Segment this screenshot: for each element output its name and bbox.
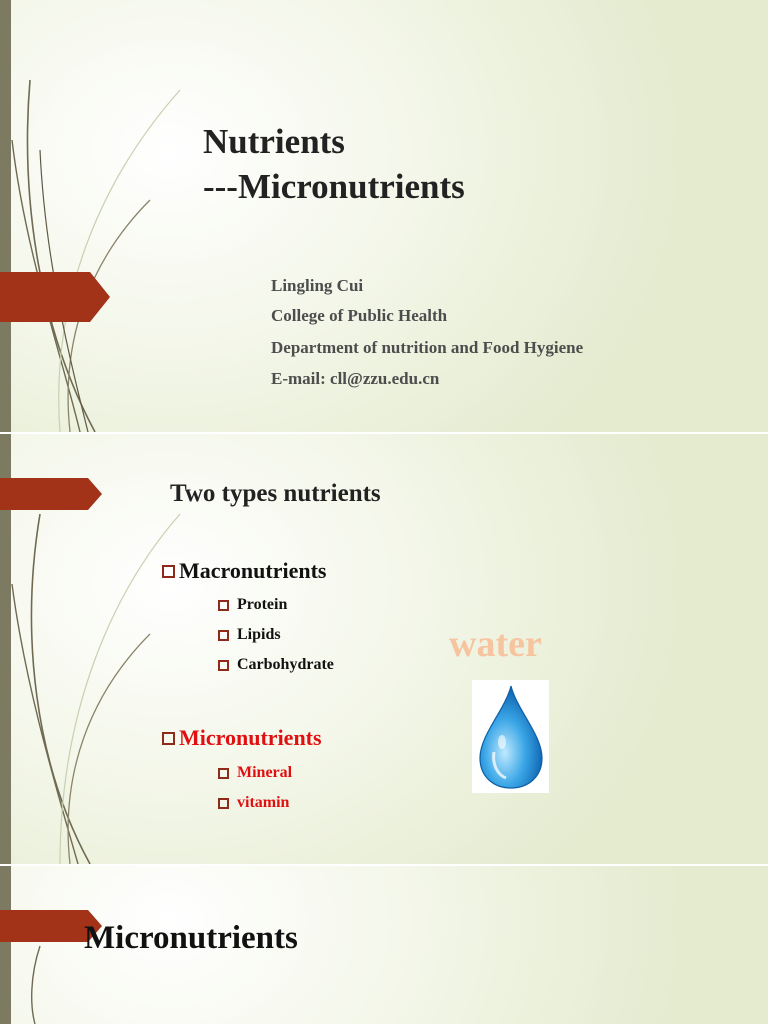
water-drop-icon — [472, 680, 549, 793]
list-item — [218, 656, 334, 674]
bullet-square-icon — [162, 732, 175, 745]
slide-title-line-2: ---Micronutrients — [203, 167, 465, 206]
author-college: College of Public Health — [271, 306, 448, 325]
accent-tab-arrow — [0, 478, 104, 510]
bullet-square-icon — [218, 600, 229, 611]
micronutrients-label: Micronutrients — [179, 725, 322, 750]
list-item-label: Protein — [237, 596, 288, 613]
left-decor-strip — [0, 866, 11, 1024]
list-item-label: Carbohydrate — [237, 656, 334, 673]
water-label: water — [449, 623, 542, 665]
slide-title: Micronutrients — [84, 920, 298, 956]
slide-title: Two types nutrients — [170, 480, 381, 507]
list-item — [218, 794, 289, 812]
bullet-square-icon — [218, 768, 229, 779]
micronutrients-bullet — [162, 725, 322, 751]
list-item — [218, 626, 281, 644]
macronutrients-bullet — [162, 558, 326, 584]
types-slide — [0, 434, 768, 864]
list-item — [218, 764, 292, 782]
water-drop-image — [472, 680, 549, 793]
list-item — [218, 596, 287, 614]
title-slide — [0, 0, 768, 432]
bullet-square-icon — [218, 660, 229, 671]
author-name: Lingling Cui — [271, 276, 364, 295]
swirl-decoration — [0, 0, 200, 432]
list-item-label: Lipids — [237, 626, 281, 643]
accent-tab-arrow — [0, 272, 112, 322]
bullet-square-icon — [162, 565, 175, 578]
author-email: E-mail: cll@zzu.edu.cn — [271, 369, 440, 388]
bullet-square-icon — [218, 630, 229, 641]
micronutrients-slide — [0, 866, 768, 1024]
list-item-label: Mineral — [237, 764, 293, 781]
slide-title-line-1: Nutrients — [203, 122, 345, 161]
bullet-square-icon — [218, 798, 229, 809]
left-decor-strip — [0, 0, 11, 432]
list-item-label: vitamin — [237, 794, 290, 811]
macronutrients-label: Macronutrients — [179, 558, 327, 583]
author-department: Department of nutrition and Food Hygiene — [271, 338, 584, 357]
